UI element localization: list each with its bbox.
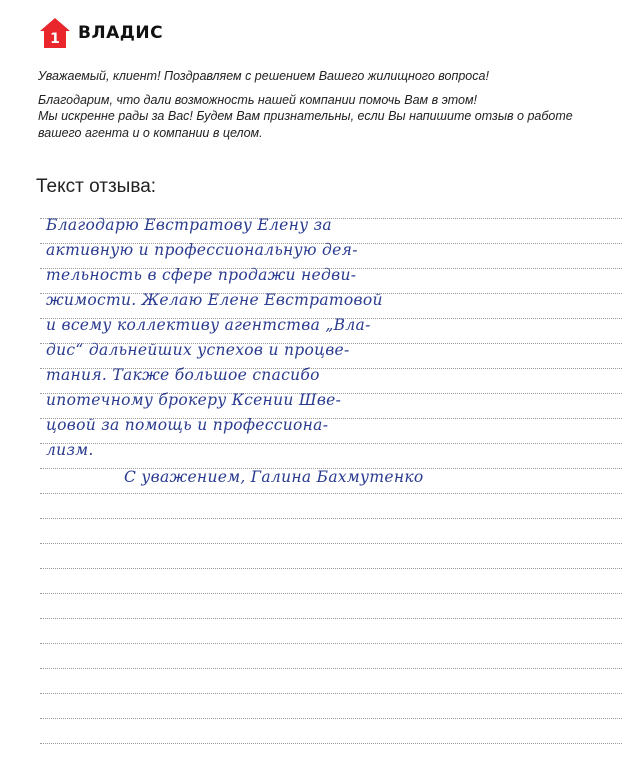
ruled-line: [40, 693, 622, 694]
ruled-line: [40, 493, 622, 494]
review-line: лизм.: [46, 441, 94, 459]
house-logo-icon: [38, 16, 72, 50]
ruled-line: [40, 668, 622, 669]
ruled-line: [40, 643, 622, 644]
review-line: жимости. Желаю Елене Евстратовой: [46, 291, 383, 309]
review-line: дис“ дальнейших успехов и процве-: [46, 341, 350, 359]
intro-thanks: Благодарим, что дали возможность нашей компании помочь Вам в этом! Мы искренне рады за Вас! Будем Вам признательны, если Вы напишите отзыв о работе вашего агента и о компании в целом.: [38, 92, 573, 140]
ruled-line: [40, 718, 622, 719]
ruled-line: [40, 743, 622, 744]
review-line: цовой за помощь и профессиона-: [46, 416, 329, 434]
intro-greeting: Уважаемый, клиент! Поздравляем с решением Вашего жилищного вопроса!: [38, 69, 489, 83]
review-line: тельность в сфере продажи недви-: [46, 266, 357, 284]
review-line: ипотечному брокеру Ксении Шве-: [46, 391, 342, 409]
ruled-line: [40, 518, 622, 519]
ruled-line: [40, 593, 622, 594]
intro-text: [38, 68, 618, 148]
review-line: активную и профессиональную дея-: [46, 241, 358, 259]
review-signature: С уважением, Галина Бахмутенко: [124, 468, 424, 486]
brand-logo: [38, 16, 163, 50]
review-line: тания. Также большое спасибо: [46, 366, 320, 384]
ruled-line: [40, 618, 622, 619]
logo-digit: 1: [50, 31, 60, 47]
brand-name: ВЛАДИС: [78, 23, 164, 43]
review-heading: Текст отзыва:: [36, 176, 157, 197]
review-line: и всему коллективу агентства „Вла-: [46, 316, 371, 334]
ruled-line: [40, 543, 622, 544]
ruled-line: [40, 568, 622, 569]
review-line: Благодарю Евстратову Елену за: [46, 216, 332, 234]
